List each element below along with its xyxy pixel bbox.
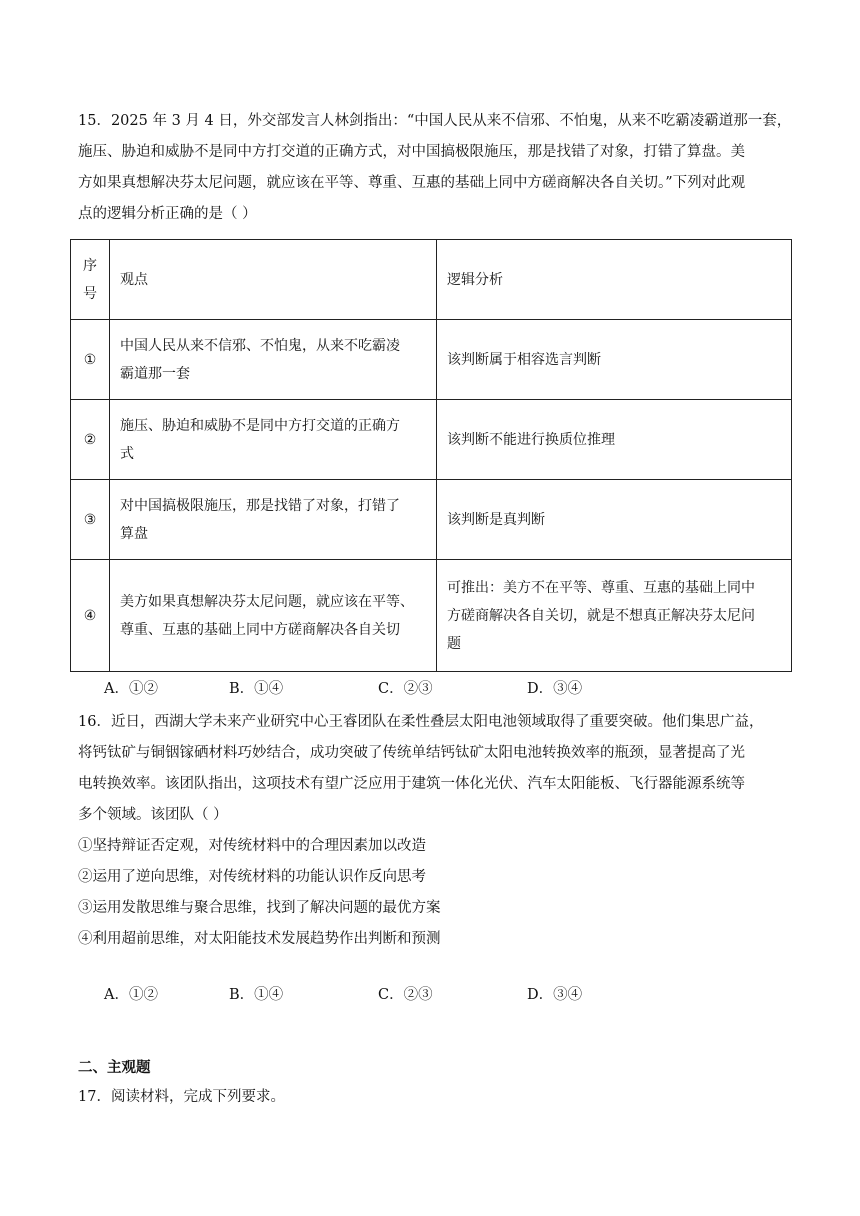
header-view: 观点 (110, 240, 437, 320)
row-view: 施压、胁迫和威胁不是同中方打交道的正确方 式 (110, 400, 437, 480)
row-view: 对中国搞极限施压，那是找错了对象，打错了 算盘 (110, 480, 437, 560)
question-15-options (104, 677, 704, 701)
option-d[interactable]: D．③④ (527, 681, 583, 697)
section-title: 二、主观题 (78, 1059, 151, 1076)
row-view: 中国人民从来不信邪、不怕鬼，从来不吃霸凌 霸道那一套 (110, 320, 437, 400)
row-analysis: 可推出：美方不在平等、尊重、互惠的基础上同中 方磋商解决各自关切，就是不想真正解决芬太尼问 题 (437, 560, 792, 672)
option-c[interactable]: C．②③ (378, 987, 433, 1003)
stem-line: 多个领域。该团队（ ） (78, 807, 228, 823)
row-view: 美方如果真想解决芬太尼问题，就应该在平等、 尊重、互惠的基础上同中方磋商解决各自关切 (110, 560, 437, 672)
stem-line: 方如果真想解决芬太尼问题，就应该在平等、尊重、互惠的基础上同中方磋商解决各自关切。”下列对此观 (78, 175, 746, 191)
stem-line: 15．2025 年 3 月 4 日，外交部发言人林剑指出：“中国人民从来不信邪、不怕鬼，从来不吃霸凌霸道那一套， (78, 113, 792, 129)
stem-line: 电转换效率。该团队指出，这项技术有望广泛应用于建筑一体化光伏、汽车太阳能板、飞行器能源系统等 (78, 776, 745, 792)
row-number: ① (71, 320, 110, 400)
table-header-row (71, 240, 792, 320)
header-number: 序 号 (71, 240, 110, 320)
stem-line: 点的逻辑分析正确的是（ ） (78, 206, 257, 222)
statement-item: ④利用超前思维，对太阳能技术发展趋势作出判断和预测 (78, 931, 441, 947)
statement-item: ③运用发散思维与聚合思维，找到了解决问题的最优方案 (78, 900, 441, 916)
question-16-options (104, 983, 704, 1007)
question-17-text: 17．阅读材料，完成下列要求。 (78, 1089, 285, 1105)
option-a[interactable]: A．①② (104, 681, 158, 697)
table-row (71, 480, 792, 560)
question-15-stem (78, 106, 792, 230)
stem-line: 16．近日，西湖大学未来产业研究中心王睿团队在柔性叠层太阳电池领域取得了重要突破。他们集思广益， (78, 714, 764, 730)
option-a[interactable]: A．①② (104, 987, 158, 1003)
row-number: ② (71, 400, 110, 480)
table-row (71, 560, 792, 672)
question-16-stem (78, 707, 788, 831)
row-number: ③ (71, 480, 110, 560)
stem-line: 施压、胁迫和威胁不是同中方打交道的正确方式，对中国搞极限施压，那是找错了对象，打错了算盘。美 (78, 144, 745, 160)
header-analysis: 逻辑分析 (437, 240, 792, 320)
row-analysis: 该判断属于相容选言判断 (437, 320, 792, 400)
row-number: ④ (71, 560, 110, 672)
option-b[interactable]: B．①④ (229, 987, 284, 1003)
option-b[interactable]: B．①④ (229, 681, 284, 697)
table-row (71, 320, 792, 400)
question-16-statements (78, 831, 788, 955)
row-analysis: 该判断不能进行换质位推理 (437, 400, 792, 480)
option-d[interactable]: D．③④ (527, 987, 583, 1003)
logic-analysis-table (70, 239, 792, 672)
statement-item: ②运用了逆向思维，对传统材料的功能认识作反向思考 (78, 869, 426, 885)
statement-item: ①坚持辩证否定观，对传统材料中的合理因素加以改造 (78, 838, 426, 854)
option-c[interactable]: C．②③ (378, 681, 433, 697)
row-analysis: 该判断是真判断 (437, 480, 792, 560)
stem-line: 将钙钛矿与铜铟镓硒材料巧妙结合，成功突破了传统单结钙钛矿太阳电池转换效率的瓶颈，显著提高了光 (78, 745, 745, 761)
table-row (71, 400, 792, 480)
